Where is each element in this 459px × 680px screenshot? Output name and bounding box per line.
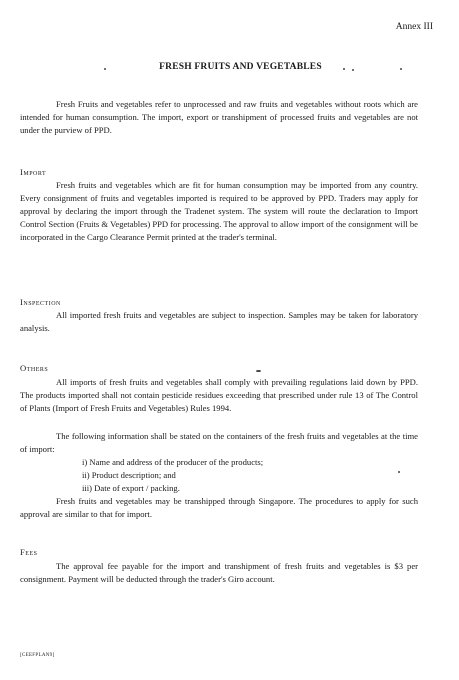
- scan-speck: [400, 68, 402, 70]
- annex-label: Annex III: [395, 22, 433, 32]
- import-heading: Import: [20, 167, 47, 177]
- list-item: ii) Product description; and: [82, 469, 176, 480]
- others-paragraph-2: The following information shall be stated on the containers of the fresh fruits and vegetables at the time of import:: [20, 431, 418, 454]
- fees-heading: Fees: [20, 547, 38, 557]
- scan-speck: [352, 69, 354, 71]
- others-paragraph-3: Fresh fruits and vegetables may be transhipped through Singapore. The procedures to apply for such approval are similar to that for import.: [20, 496, 418, 519]
- page-title: [0, 62, 459, 72]
- list-item: i) Name and address of the producer of the products;: [82, 457, 264, 467]
- list-item: iii) Date of export / packing.: [82, 482, 180, 493]
- footer-code: [CEEFPLAN9]: [20, 653, 55, 658]
- inspection-paragraph: All imported fresh fruits and vegetables are subject to inspection. Samples may be taken for laboratory analysis.: [20, 310, 418, 333]
- page-title-text: FRESH FRUITS AND VEGETABLES: [159, 62, 322, 72]
- scan-speck: [104, 68, 106, 70]
- inspection-heading: Inspection: [20, 297, 61, 307]
- scan-speck: [343, 68, 345, 70]
- import-paragraph: Fresh fruits and vegetables which are fit for human consumption may be imported from any country. Every consignment of fruits and vegetables imported is required to be approved by PPD. Traders may apply for approval by declaring the import through the Tradenet system. The system will route the declaration to Import Control Section (Fruits & Vegetables) PPD for processing. The approval to allow import of the consignment will be incorporated in the Cargo Clearance Permit printed at the trader's terminal.: [20, 180, 418, 242]
- container-info-list: [82, 456, 263, 495]
- scan-speck: [398, 471, 400, 473]
- others-paragraph-1: All imports of fresh fruits and vegetables shall comply with prevailing regulations laid down by PPD. The products imported shall not contain pesticide residues exceeding that prescribed under rule 13 of The Control of Plants (Import of Fresh Fruits and Vegetables) Rules 1994.: [20, 377, 418, 413]
- others-heading: Others: [20, 363, 49, 373]
- scan-speck: [256, 370, 261, 372]
- intro-paragraph: Fresh Fruits and vegetables refer to unprocessed and raw fruits and vegetables without roots which are intended for human consumption. The import, export or transhipment of processed fruits and vegetables are not under the purview of PPD.: [20, 99, 418, 135]
- fees-paragraph: The approval fee payable for the import and transhipment of fresh fruits and vegetables is $3 per consignment. Payment will be deducted through the trader's Giro account.: [20, 561, 418, 584]
